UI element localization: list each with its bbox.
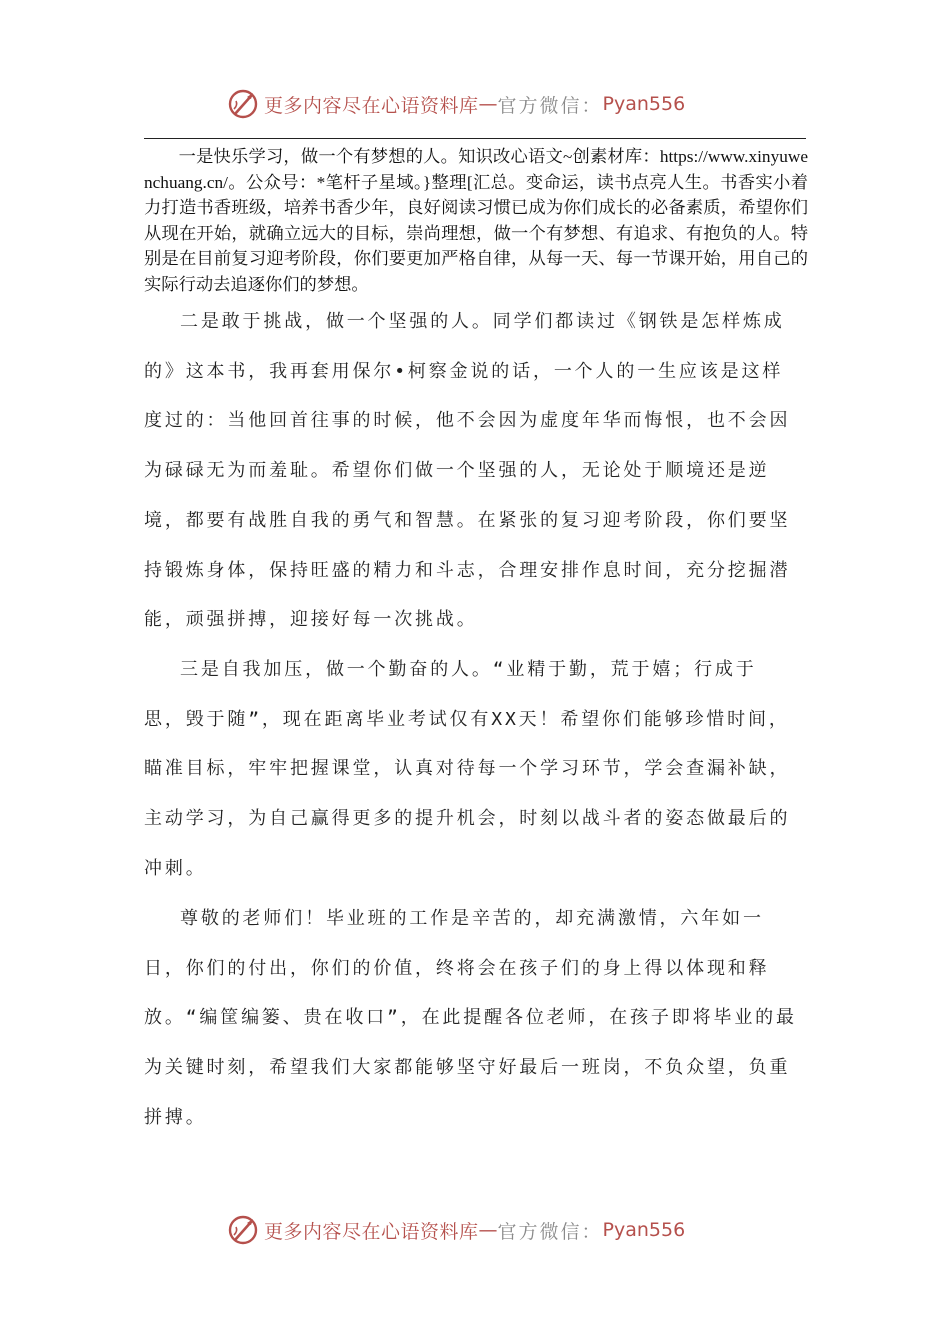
brand-subtitle: 官方微信： (497, 1220, 603, 1243)
paragraph-1: 一是快乐学习，做一个有梦想的人。知识改心语文~创素材库：https://www.xinyuwenchuang.cn/。公众号：*笔杆子星域。}整理[汇总。变命运，读书点亮人生。书香实小着力打造书香班级，培养书香少年，良好阅读习惯已成为你们成长的必备素质，希望你们从现在开始，就确立远大的目标，崇尚理想，做一个有梦想、有追求、有抱负的人。特别是在目前复习迎考阶段，你们要更加严格自律，从每一天、每一节课开始，用自己的实际行动去追逐你们的梦想。 (144, 147, 808, 294)
brand-separator: — (478, 93, 498, 115)
brand-title: 更多内容尽在心语资料库 (264, 1220, 479, 1243)
paragraph-2: 二是敢于挑战，做一个坚强的人。同学们都读过《钢铁是怎样炼成的》这本书，我再套用保尔•柯察金说的话，一个人的一生应该是这样度过的：当他回首往事的时候，他不会因为虚度年华而悔恨，也不会因为碌碌无为而羞耻。希望你们做一个坚强的人，无论处于顺境还是逆境，都要有战胜自我的勇气和智慧。在紧张的复习迎考阶段，你们要坚持锻炼身体，保持旺盛的精力和斗志，合理安排作息时间，充分挖掘潜能，顽强拼搏，迎接好每一次挑战。 (144, 311, 791, 631)
header-divider (144, 138, 806, 139)
brand-wechat-id: Pyan556 (602, 1219, 686, 1241)
pen-logo-icon (226, 1213, 260, 1247)
footer-watermark (226, 1212, 685, 1248)
brand-title: 更多内容尽在心语资料库 (264, 94, 479, 117)
brand-separator: — (478, 1219, 498, 1241)
pen-logo-icon (226, 87, 260, 121)
paragraph-3: 三是自我加压，做一个勤奋的人。“业精于勤，荒于嬉；行成于思，毁于随”，现在距离毕业考试仅有XX天！希望你们能够珍惜时间，瞄准目标，牢牢把握课堂，认真对待每一个学习环节，学会查漏补缺，主动学习，为自己赢得更多的提升机会，时刻以战斗者的姿态做最后的冲刺。 (144, 659, 791, 879)
brand-wechat-id: Pyan556 (602, 93, 686, 115)
header-watermark (226, 86, 685, 122)
paragraph-4: 尊敬的老师们！毕业班的工作是辛苦的，却充满激情，六年如一日，你们的付出，你们的价值，终将会在孩子们的身上得以体现和释放。“编筐编篓、贵在收口”，在此提醒各位老师，在孩子即将毕业的最为关键时刻，希望我们大家都能够坚守好最后一班岗，不负众望，负重拼搏。 (144, 908, 797, 1128)
brand-subtitle: 官方微信： (497, 94, 603, 117)
